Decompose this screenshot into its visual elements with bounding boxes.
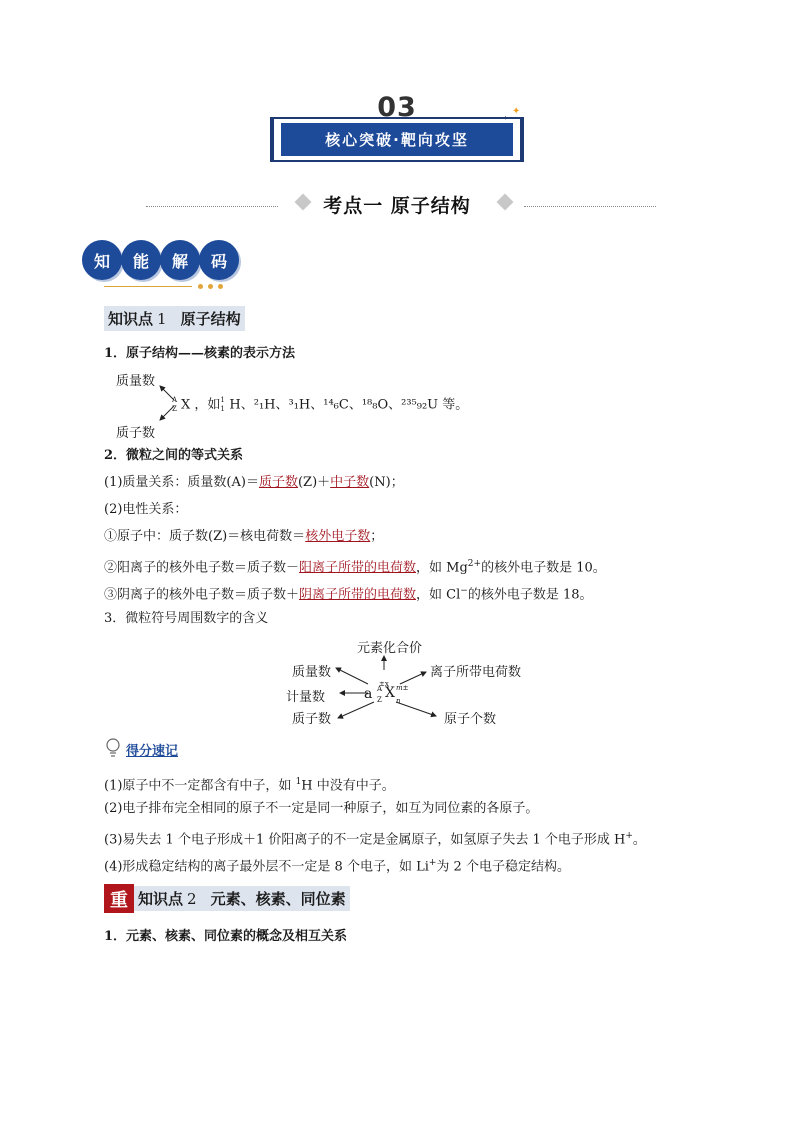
blank-electron-number: 核外电子数 (305, 529, 371, 544)
gold-dot-icon (198, 284, 203, 289)
examples-text: H、²₁H、³₁H、¹⁴₆C、¹⁸₈O、²³⁵₉₂U 等。 (229, 397, 469, 413)
symbol-charge: m± (396, 684, 409, 692)
section-banner (270, 117, 524, 162)
label-ion-charge: 离子所带电荷数 (430, 665, 522, 680)
label-coefficient: 计量数 (286, 690, 326, 705)
charge-relation-heading: (2)电性关系： (104, 502, 188, 517)
blank-neutron-number: 中子数 (330, 475, 370, 490)
nuclide-notation: A Z X ，如 1 1 H、²₁H、³₁H、¹⁴₆C、¹⁸₈O、²³⁵₉₂U 等。 (172, 396, 469, 413)
s1-heading: 1．原子结构——核素的表示方法 (104, 346, 296, 361)
proton-number-label: 质子数 (116, 426, 156, 441)
s2-heading: 2．微粒之间的等式关系 (104, 448, 244, 463)
badge-jie: 解 (160, 240, 200, 280)
notation-text: X ，如 (181, 397, 221, 413)
symbol-sub-n: n (396, 697, 401, 705)
atom-relation: ①原子中：质子数(Z)＝核电荷数＝核外电子数； (104, 529, 384, 544)
tip-1: (1)原子中不一定都含有中子，如 $^1$H 中没有中子。 (104, 777, 395, 794)
anion-relation: ③阴离子的核外电子数＝质子数＋阴离子所带的电荷数，如 Cl−的核外电子数是 18。 (104, 586, 593, 603)
sparkle-icon: ✦ (512, 106, 521, 117)
s4-heading: 1．元素、核素、同位素的概念及相互关系 (104, 929, 348, 944)
kp-label-text: 知识点 (138, 890, 184, 908)
knowledge-point-2-label (134, 886, 350, 911)
label-proton-number: 质子数 (292, 712, 332, 727)
exam-point-title: 考点一 原子结构 (323, 195, 471, 217)
kp-number: 2 (187, 889, 197, 908)
badge-underline (104, 286, 192, 287)
mass-number-label: 质量数 (116, 374, 156, 389)
tips-title: 得分速记 (126, 744, 179, 759)
badge-ma: 码 (199, 240, 239, 280)
symbol-pm-x: ±x (379, 680, 389, 688)
badge-neng: 能 (121, 240, 161, 280)
label-valence: 元素化合价 (357, 641, 423, 656)
cation-relation: ②阳离子的核外电子数＝质子数－阳离子所带的电荷数，如 $Mg^{2+}$的核外电子数是 10。 (104, 559, 606, 576)
tip-3: (3)易失去 1 个电子形成＋1 价阳离子的不一定是金属原子，如氢原子失去 1 个电子形成 H+。 (104, 831, 646, 848)
key-point-badge: 重 (104, 884, 134, 913)
lightbulb-icon (104, 737, 122, 761)
kp-title: 元素、核素、同位素 (210, 890, 346, 908)
section-number: 03 (377, 92, 417, 123)
tip-2: (2)电子排布完全相同的原子不一定是同一种原子，如互为同位素的各原子。 (104, 801, 539, 816)
symbol-coef: a (364, 686, 373, 702)
label-mass-number: 质量数 (292, 665, 332, 680)
symbol-x: X (385, 685, 395, 701)
badge-zhi: 知 (82, 240, 122, 280)
label-atom-count: 原子个数 (444, 712, 497, 727)
mass-relation: (1)质量关系：质量数(A)＝质子数(Z)＋中子数(N)； (104, 475, 404, 490)
symbol-sup-a: A (377, 685, 383, 693)
kp-number: 1 (157, 309, 167, 328)
sparkle-icon: ✦ (503, 115, 509, 122)
kp-label-text: 知识点 (108, 310, 154, 328)
title-divider-right (524, 206, 656, 207)
banner-title: 核心突破·靶向攻坚 (281, 123, 513, 156)
tip-4: (4)形成稳定结构的离子最外层不一定是 8 个电子，如 Li+为 2 个电子稳定结构。 (104, 858, 570, 875)
blank-anion-charge: 阴离子所带的电荷数 (299, 587, 417, 603)
gold-dot-icon (208, 284, 213, 289)
gold-dot-icon (218, 284, 223, 289)
blank-cation-charge: 阳离子所带的电荷数 (299, 560, 417, 576)
symbol-sub-z: Z (377, 696, 382, 704)
blank-proton-number: 质子数 (258, 475, 298, 490)
kp-title: 原子结构 (180, 310, 241, 328)
s3-heading: 3．微粒符号周围数字的含义 (104, 611, 269, 626)
knowledge-point-1-label (104, 306, 245, 331)
